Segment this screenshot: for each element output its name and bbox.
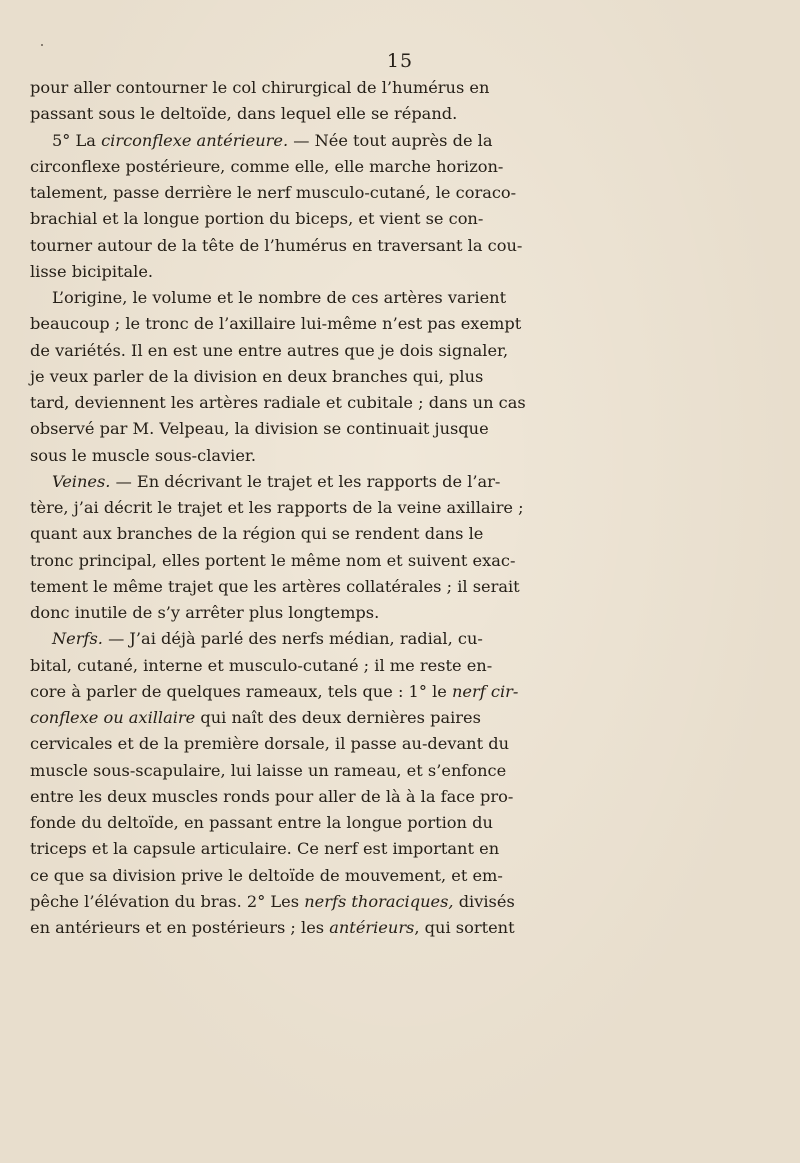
- text-segment: de variétés. Il en est une entre autres que je dois signaler,: [30, 340, 509, 360]
- text-segment: tronc principal, elles portent le même nom et suivent exac-: [30, 550, 516, 570]
- text-segment: observé par M. Velpeau, la division se continuait jusque: [30, 419, 489, 439]
- text-line: [30, 443, 478, 469]
- text-line: [30, 705, 481, 731]
- text-line: [30, 758, 507, 784]
- text-line: [30, 311, 522, 337]
- text-line: [30, 863, 503, 889]
- text-segment: pour aller contourner le col chirurgical de l’humérus en: [30, 78, 490, 97]
- text-line: [30, 548, 516, 574]
- text-line: [30, 285, 507, 311]
- text-segment: entre les deux muscles ronds pour aller de là à la face pro-: [30, 786, 514, 806]
- text-line: [30, 731, 510, 757]
- text-segment: beaucoup ; le tronc de l’axillaire lui-même n’est pas exempt: [30, 314, 522, 334]
- text-line: [30, 469, 501, 495]
- text-segment: , qui sortent: [414, 918, 515, 937]
- text-line: [30, 259, 478, 285]
- text-segment: passant sous le deltoïde, dans lequel elle se répand.: [30, 104, 458, 124]
- text-line: [30, 364, 484, 390]
- text-line: [30, 128, 493, 154]
- text-segment: tard, deviennent les artères radiale et cubitale ; dans un cas: [30, 393, 526, 412]
- text-segment: donc inutile de s’y arrêter plus longtemps.: [30, 603, 380, 622]
- italic-term: antérieurs: [329, 918, 415, 937]
- text-line: [30, 521, 484, 547]
- text-line: [30, 784, 514, 810]
- text-segment: L’origine, le volume et le nombre de ces artères varient: [52, 288, 507, 307]
- italic-term: nerf cir-: [452, 681, 519, 701]
- text-segment: muscle sous-scapulaire, lui laisse un rameau, et s’enfonce: [30, 760, 507, 780]
- text-segment: cervicales et de la première dorsale, il passe au-devant du: [30, 734, 510, 754]
- text-segment: talement, passe derrière le nerf musculo-cutané, le coraco-: [30, 183, 517, 202]
- text-segment: tement le même trajet que les artères collatérales ; il serait: [30, 576, 520, 596]
- text-line: [30, 495, 524, 521]
- text-segment: triceps et la capsule articulaire. Ce nerf est important en: [30, 839, 500, 859]
- text-segment: tère, j’ai décrit le trajet et les rapports de la veine axillaire ;: [30, 498, 524, 517]
- text-line: [30, 390, 526, 416]
- text-line: [30, 810, 493, 836]
- text-segment: circonflexe postérieure, comme elle, elle marche horizon-: [30, 156, 504, 176]
- ink-speck: [41, 44, 43, 46]
- text-segment: tourner autour de la tête de l’humérus en traversant la cou-: [30, 235, 523, 255]
- text-line: [30, 574, 520, 600]
- text-segment: en antérieurs et en postérieurs ; les: [30, 918, 330, 937]
- text-segment: lisse bicipitale.: [30, 261, 154, 281]
- text-segment: quant aux branches de la région qui se rendent dans le: [30, 524, 484, 544]
- text-line: [30, 626, 483, 652]
- italic-term: Nerfs.: [52, 629, 103, 649]
- text-segment: pêche l’élévation du bras. 2° Les: [30, 891, 305, 911]
- text-line: [30, 75, 490, 101]
- text-segment: — J’ai déjà parlé des nerfs médian, radial, cu-: [102, 629, 483, 649]
- text-segment: bital, cutané, interne et musculo-cutané ; il me reste en-: [30, 655, 493, 675]
- text-segment: ce que sa division prive le deltoïde de mouvement, et em-: [30, 865, 503, 885]
- text-segment: divisés: [453, 891, 515, 911]
- text-line: [30, 600, 478, 626]
- italic-term: conflexe ou axillaire: [30, 708, 196, 727]
- text-line: [30, 915, 515, 941]
- text-segment: brachial et la longue portion du biceps, et vient se con-: [30, 209, 484, 229]
- text-line: [30, 653, 493, 679]
- text-line: [30, 233, 523, 259]
- text-line: [30, 679, 519, 705]
- text-line: [30, 416, 489, 442]
- text-segment: sous le muscle sous-clavier.: [30, 445, 257, 465]
- italic-term: nerfs thoraciques,: [304, 891, 454, 911]
- text-line: [30, 180, 517, 206]
- text-line: [30, 101, 478, 127]
- text-line: [30, 338, 509, 364]
- text-segment: 5° La: [52, 130, 102, 150]
- text-segment: — Née tout auprès de la: [288, 130, 493, 150]
- text-line: [30, 836, 500, 862]
- body-text: [30, 75, 526, 941]
- text-segment: fonde du deltoïde, en passant entre la longue portion du: [30, 813, 493, 832]
- text-line: [30, 206, 484, 232]
- page-number: 15: [386, 50, 414, 72]
- text-line: [30, 889, 515, 915]
- text-segment: — En décrivant le trajet et les rapports de l’ar-: [110, 471, 501, 491]
- text-segment: qui naît des deux dernières paires: [195, 708, 481, 727]
- text-segment: je veux parler de la division en deux branches qui, plus: [30, 366, 484, 386]
- italic-term: Veines.: [52, 471, 111, 491]
- italic-term: circonflexe antérieure.: [101, 130, 289, 150]
- text-segment: core à parler de quelques rameaux, tels que : 1° le: [30, 681, 452, 701]
- text-line: [30, 154, 504, 180]
